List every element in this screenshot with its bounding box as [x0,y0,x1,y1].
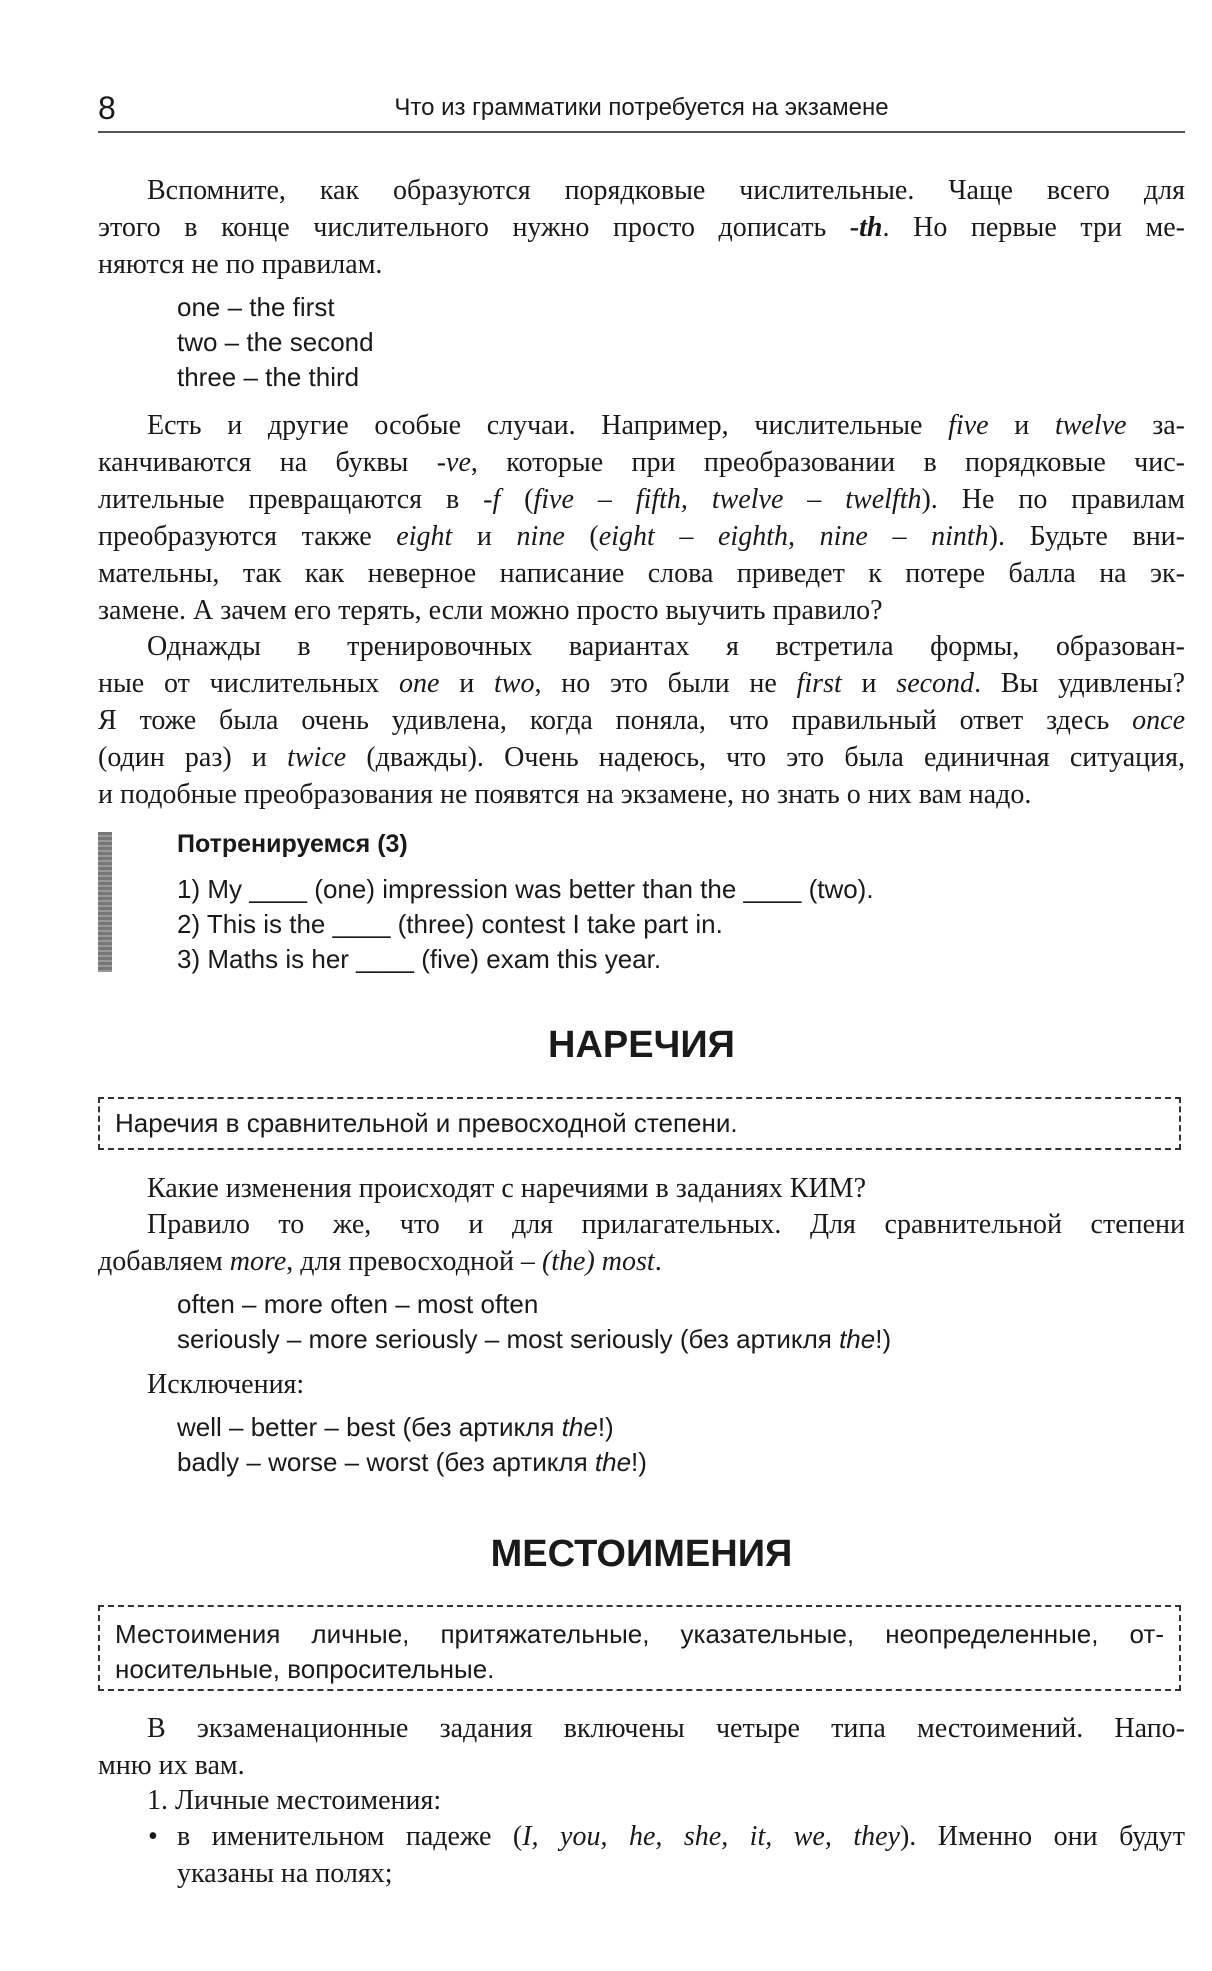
text-run: ные от числительных [98,668,400,699]
section-heading-pronouns: МЕСТОИМЕНИЯ [490,1533,793,1575]
text-run: мню их вам. [98,1750,245,1781]
text-run: ( [564,521,599,552]
text-line [98,1206,1185,1243]
text-run: . [654,1246,662,1277]
text-run: добавляем [98,1246,230,1277]
text-line [98,702,1185,739]
italic-term: first [796,668,842,699]
text-line [98,1243,1185,1280]
adverb-exceptions [177,1410,647,1480]
paragraph-ordinals-intro [98,172,1185,283]
text-line [115,1652,1164,1687]
text-run: Правило то же, что и для прилагательных. Для сравнительной степени [147,1209,1185,1240]
italic-term: -ve [436,447,471,478]
text-run: !) [875,1324,892,1354]
text-run: Какие изменения происходят с наречиями в заданиях КИМ? [147,1173,866,1204]
pronouns-bullet-1 [177,1818,1185,1892]
text-line [98,172,1185,209]
text-line [98,1782,1185,1819]
topic-box-adverbs [98,1097,1181,1150]
paragraph-special-cases [98,407,1185,629]
italic-term: eight [396,521,453,552]
text-run: 1. Личные местоимения: [147,1785,442,1816]
text-line [98,739,1185,776]
text-run: well – better – best (без артикля [177,1412,562,1442]
paragraph-once-twice [98,628,1185,813]
text-run: указаны на полях; [177,1858,393,1889]
text-run: и [452,521,517,552]
text-run: Есть и другие особые случаи. Например, числительные [147,410,949,441]
text-line [177,1322,891,1357]
italic-term: second [896,668,975,699]
text-line [115,1106,1164,1141]
list-item: two – the second [177,327,374,357]
text-run: и [988,410,1055,441]
italic-term: twelve [1054,410,1127,441]
text-run: Исключения: [147,1369,305,1400]
italic-term: nine [516,521,565,552]
text-run: ). Именно они будут [899,1821,1185,1852]
text-run: Я тоже была очень удивлена, когда поняла, что правильный ответ здесь [98,705,1133,736]
text-run: seriously – more seriously – most seriously (без артикля [177,1324,840,1354]
adverb-examples [177,1287,891,1357]
text-line [98,444,1185,481]
text-run: , которые при преобразовании в порядковые чис- [470,447,1185,478]
text-run: и [439,668,495,699]
text-line [98,665,1185,702]
text-line [98,1747,1185,1784]
text-line [98,1170,1185,1207]
text-line [98,628,1185,665]
italic-term: five – fifth, twelve – twelfth [533,484,922,515]
text-run: ). Будьте вни- [988,521,1185,552]
italic-term: five [948,410,989,441]
bullet-icon: • [148,1821,158,1852]
exercise-list [177,872,874,977]
text-run: няются не по правилам. [98,249,383,280]
italic-term: eight – eighth, nine – ninth [598,521,989,552]
text-line [115,1617,1164,1652]
text-run: носительные, вопросительные. [115,1654,495,1684]
text-run: Местоимения личные, притяжательные, указательные, неопределенные, от- [115,1619,1164,1649]
text-run: badly – worse – worst (без артикля [177,1447,595,1477]
text-run: !) [597,1412,614,1442]
text-run: лительные превращаются в [98,484,484,515]
list-item: three – the third [177,362,360,392]
text-run: преобразуются также [98,521,397,552]
text-run: Наречия в сравнительной и превосходной степени. [115,1108,738,1138]
text-run: Вспомните, как образуются порядковые числительные. Чаще всего для [147,175,1185,206]
text-run: , но это были не [534,668,797,699]
text-run: , для превосходной – [286,1246,542,1277]
exercise-item: 1) My ____ (one) impression was better than the ____ (two). [177,874,874,904]
italic-term: the [594,1447,632,1477]
adverbs-rule [98,1206,1185,1280]
text-run: и подобные преобразования не появятся на экзамене, но знать о них вам надо. [98,779,1032,810]
text-line [98,555,1185,592]
italic-term: more [229,1246,287,1277]
text-run: Однажды в тренировочных вариантах я встретила формы, образован- [147,631,1185,662]
exceptions-label [98,1366,1185,1403]
text-line [98,209,1185,246]
ordinal-examples-list [177,290,374,395]
running-header: Что из грамматики потребуется на экзамене [394,94,889,121]
pronouns-item-1 [98,1782,1185,1819]
pronouns-intro [98,1710,1185,1784]
text-run: (дважды). Очень надеюсь, что это была единичная ситуация, [346,742,1185,773]
exercise-marker-bar [98,832,112,972]
text-line [98,776,1185,813]
bold-italic-term: -th [849,212,883,243]
italic-term: the [839,1324,876,1354]
exercise-item: 3) Maths is her ____ (five) exam this year. [177,944,662,974]
text-run: и [841,668,897,699]
text-run: !) [631,1447,647,1477]
text-run: . Вы удивлены? [974,668,1186,699]
text-run: в именительном падеже ( [177,1821,523,1852]
text-line [98,246,1185,283]
text-run: . Но первые три ме- [882,212,1185,243]
text-run: В экзаменационные задания включены четыре типа местоимений. Напо- [147,1713,1185,1744]
text-run: за- [1126,410,1186,441]
text-line [98,407,1185,444]
text-run: этого в конце числительного нужно просто дописать [98,212,850,243]
list-item: one – the first [177,292,335,322]
text-line [98,592,1185,629]
text-run: мательны, так как неверное написание слова приведет к потере балла на эк- [98,558,1185,589]
italic-term: (the) most [541,1246,655,1277]
italic-term: the [561,1412,598,1442]
text-line [98,481,1185,518]
text-line [98,1366,1185,1403]
italic-term: one [399,668,440,699]
italic-term: -f [483,484,501,515]
section-heading-adverbs: НАРЕЧИЯ [548,1024,735,1066]
text-line [177,1855,1185,1892]
italic-term: two [494,668,535,699]
italic-term: twice [287,742,347,773]
topic-box-pronouns [98,1605,1181,1691]
header-rule [98,131,1185,133]
text-run: ). Не по правилам [921,484,1185,515]
text-run: канчиваются на буквы [98,447,437,478]
exercise-title: Потренируемся (3) [177,830,408,858]
page-number: 8 [98,90,116,126]
text-line [177,1445,647,1480]
italic-term: once [1132,705,1185,736]
text-line [98,518,1185,555]
text-run: замене. А зачем его терять, если можно просто выучить правило? [98,595,883,626]
text-run: often – more often – most often [177,1289,539,1319]
exercise-item: 2) This is the ____ (three) contest I take part in. [177,909,723,939]
italic-term: I, you, he, she, it, we, they [522,1821,900,1852]
text-run: (один раз) и [98,742,288,773]
text-line [177,1287,891,1322]
text-line [177,1410,647,1445]
adverbs-question [98,1170,1185,1207]
text-line [177,1818,1185,1855]
text-run: ( [500,484,534,515]
text-line [98,1710,1185,1747]
